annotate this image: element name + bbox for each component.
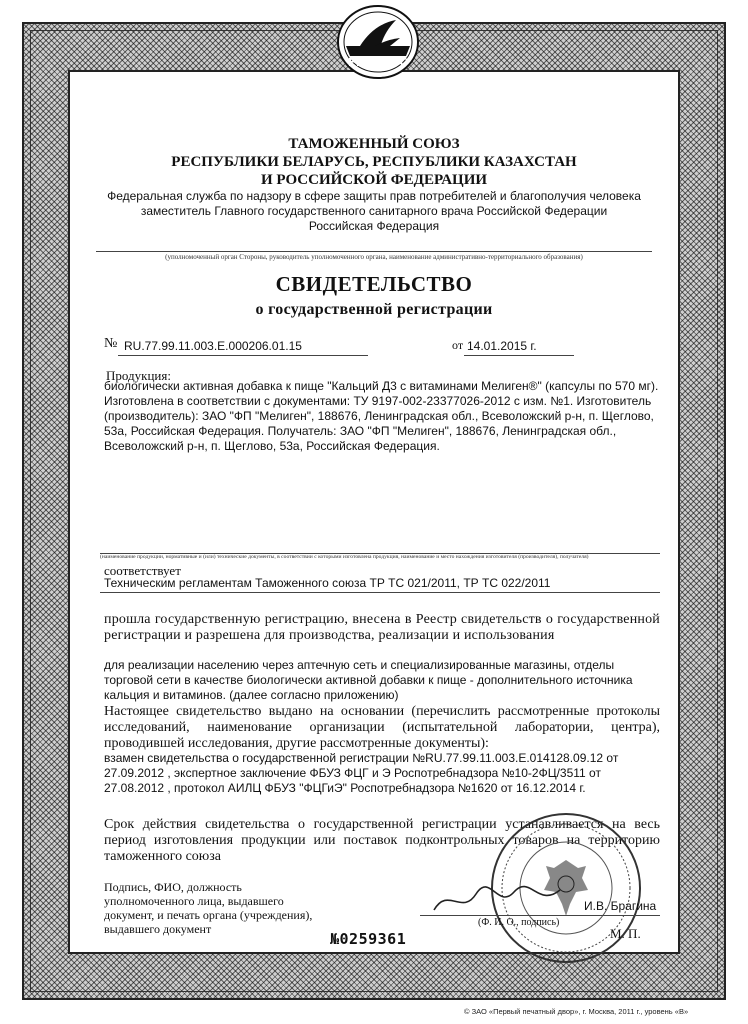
basis-details: взамен свидетельства о государственной регистрации №RU.77.99.11.003.Е.014128.09.12 от 27.09.2012 , экспертное заключение ФБУЗ ФЦГ и Э Роспотребнадзора №10-2ФЦ/3511 от 27.08.2012 , протокол АИЛЦ ФБУЗ "ФЦГиЭ" Роспотребнадзора №1620 от 16.12.2014 г. xyxy=(104,751,619,795)
eurasec-emblem-icon xyxy=(330,2,426,82)
printer-footer: © ЗАО «Первый печатный двор», г. Москва, 2011 г., уровень «В» xyxy=(464,1007,689,1016)
page-title: СВИДЕТЕЛЬСТВО xyxy=(275,272,473,296)
signatory-name: И.В. Брагина xyxy=(584,899,657,913)
product-line: (производитель): ЗАО "ФП "Мелиген", 188676, Ленинградская обл., Всеволожский р-н, п. Щеглово, xyxy=(104,409,654,423)
serial-number: №0259361 xyxy=(330,930,407,948)
date-label: от xyxy=(452,338,464,352)
product-line: 53а, Российская Федерация. Получатель: ЗАО "ФП "Мелиген", 188676, Ленинградская обл., xyxy=(104,424,617,438)
authority-line-1: Федеральная служба по надзору в сфере защиты прав потребителей и благополучия человека xyxy=(107,189,641,203)
page-subtitle: о государственной регистрации xyxy=(255,301,493,318)
authority-caption: (уполномоченный орган Стороны, руководитель уполномоченного органа, наименование административно-территориального образования) xyxy=(165,253,583,261)
conformity-underline xyxy=(100,592,660,593)
product-line: биологически активная добавка к пище "Кальций Д3 с витаминами Мелиген®" (капсулы по 570 мг). xyxy=(104,379,659,393)
conformity-text: Техническим регламентам Таможенного союза ТР ТС 021/2011, ТР ТС 022/2011 xyxy=(104,576,551,590)
product-caption: (наименование продукции, нормативные и (или) технические документы, в соответствии с которыми изготовлена продукция, наименование и место нахождения изготовителя (производителя), получателя) xyxy=(100,554,589,560)
date-underline xyxy=(464,355,574,356)
registration-date: 14.01.2015 г. xyxy=(467,339,537,353)
signature-label: Подпись, ФИО, должность уполномоченного лица, выдавшего документ, и печать органа (учреждения), выдавшего документ xyxy=(104,880,313,936)
authority-line-3: Российская Федерация xyxy=(308,219,440,233)
stamp-place-label: М. П. xyxy=(610,926,641,941)
validity-text: Срок действия свидетельства о государственной регистрации устанавливается на весь период изготовления продукции или поставок подконтрольных товаров на территорию таможенного союза xyxy=(104,817,660,864)
product-line: Всеволожский р-н, п. Щеглово, 53а, Российская Федерация. xyxy=(104,439,440,453)
header-line-3: И РОССИЙСКОЙ ФЕДЕРАЦИИ xyxy=(260,172,488,188)
product-label: Продукция: xyxy=(106,368,171,383)
conformity-label: соответствует xyxy=(104,563,181,578)
registration-number: RU.77.99.11.003.Е.000206.01.15 xyxy=(124,339,302,353)
authority-underline xyxy=(96,251,652,252)
product-description xyxy=(104,379,664,454)
registration-statement: прошла государственную регистрацию, внесена в Реестр свидетельств о государственной регистрации и разрешена для производства, реализации и использования xyxy=(104,612,660,643)
header-line-2: РЕСПУБЛИКИ БЕЛАРУСЬ, РЕСПУБЛИКИ КАЗАХСТАН xyxy=(171,154,577,170)
header-line-1: ТАМОЖЕННЫЙ СОЮЗ xyxy=(288,136,460,152)
number-label: № xyxy=(104,336,118,351)
basis-statement: Настоящее свидетельство выдано на основании (перечислить рассмотренные протоколы исследований, наименование организации (испытательной лаборатории, центра), проводившей исследования, другие рассмотренные документы): xyxy=(104,704,660,751)
handwritten-signature xyxy=(428,880,568,920)
product-line: Изготовлена в соответствии с документами: ТУ 9197-002-23377026-2012 с изм. №1. Изготовитель xyxy=(104,394,652,408)
signature-caption: (Ф. И. О., подпись) xyxy=(478,917,560,928)
signature-underline xyxy=(420,915,660,916)
number-underline xyxy=(118,355,368,356)
usage-text: для реализации населению через аптечную сеть и специализированные магазины, отделы торговой сети в качестве биологически активной добавки к пище - дополнительного источника кальция и витаминов. (далее согласно приложению) xyxy=(104,658,633,702)
authority-line-2: заместитель Главного государственного санитарного врача Российской Федерации xyxy=(140,204,608,218)
emblem-label: ЕВРАЗЭС xyxy=(348,56,408,69)
